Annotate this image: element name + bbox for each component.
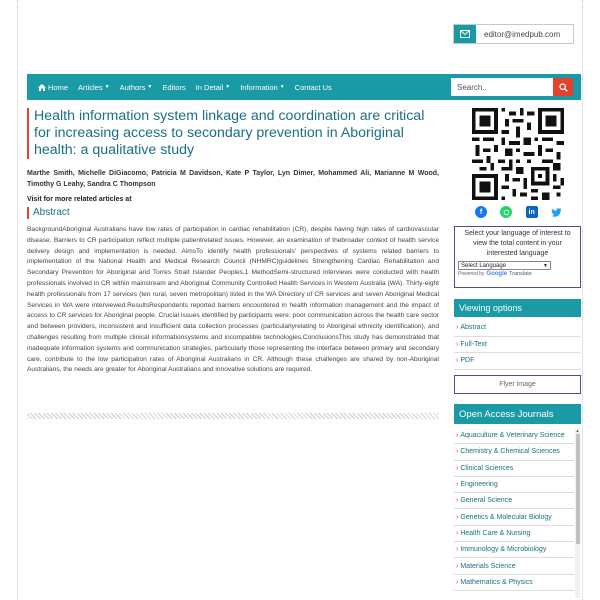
viewing-options-heading: Viewing options [454,299,581,317]
nav-authors[interactable] [115,83,158,92]
twitter-icon[interactable] [551,206,563,218]
home-icon [38,84,46,91]
language-selector-box [454,226,581,288]
journal-label: Aquaculture & Veterinary Science [460,432,565,440]
email-address[interactable]: editor@imedpub.com [484,29,561,39]
journal-item[interactable] [454,444,574,460]
page-frame-right [582,0,600,600]
nav-articles-label: Articles [78,82,103,92]
journals-scrollbar[interactable] [575,428,580,598]
linkedin-icon[interactable]: in [526,206,538,218]
journal-label: Clinical Sciences [460,464,514,472]
flyer-alt-text: Flyer image [499,381,536,388]
chevron-right-icon: › [456,529,459,537]
journal-label: Engineering [460,481,498,489]
journal-item[interactable] [454,558,574,574]
powered-by-label: Powered by [458,271,485,277]
chevron-right-icon: › [456,448,459,456]
journal-label: Genetics & Molecular Biology [460,513,552,521]
scrollbar-thumb[interactable] [576,434,580,544]
journal-item[interactable] [454,461,574,477]
nav-contact-us-label: Contact Us [294,82,332,92]
viewing-option-label: PDF [460,357,475,365]
main-navbar [27,74,581,100]
nav-home-label: Home [48,82,69,92]
abstract-heading: Abstract [27,207,70,219]
chevron-right-icon: › [456,513,459,521]
search-bar [451,78,573,96]
nav-home[interactable] [27,83,73,92]
envelope-icon [454,25,476,43]
page-frame-left [0,0,18,600]
journal-label: Materials Science [460,562,516,570]
viewing-option-label: Full-Text [460,340,487,348]
google-logo: Google [486,271,508,277]
caret-down-icon: ▼ [104,84,110,90]
scroll-up-icon[interactable]: ▲ [575,428,580,433]
caret-down-icon: ▼ [225,84,231,90]
related-articles-link[interactable]: Visit for more related articles at [27,196,132,203]
powered-by-google [458,271,577,277]
chevron-right-icon: › [456,481,459,489]
article-title-block [27,108,439,159]
chevron-right-icon: › [456,546,459,554]
article-authors: Marthe Smith, Michelle DiGiacomo, Patricia M Davidson, Kate P Taylor, Lyn Dimer, Mohammed Ali, Marianne M Wood, Timothy G Leahy, Sandra C Thompson [27,170,439,188]
open-access-journals-heading: Open Access Journals [454,404,581,424]
nav-articles[interactable] [73,83,115,92]
viewing-options-list [454,320,581,370]
journal-label: Health Care & Nursing [460,529,531,537]
nav-editors[interactable] [157,83,190,92]
translate-link[interactable]: Translate [509,271,532,277]
nav-information-label: Information [240,82,278,92]
journal-item[interactable] [454,542,574,558]
chevron-right-icon: › [456,578,459,586]
caret-down-icon: ▼ [279,84,285,90]
journal-label: Mathematics & Physics [460,578,533,586]
nav-in-detail-label: In Detail [195,82,224,92]
viewing-option-label: Abstract [460,324,487,332]
journal-item[interactable] [454,509,574,525]
nav-authors-label: Authors [119,82,146,92]
language-select[interactable] [458,261,551,270]
search-button[interactable] [553,78,573,96]
journal-item[interactable] [454,477,574,493]
search-icon [559,83,568,92]
decorative-divider [27,413,439,419]
language-prompt: Select your language of interest to view the total content in your interested language [464,230,571,257]
facebook-icon[interactable]: f [475,206,487,218]
viewing-option-abstract[interactable] [454,320,581,337]
chevron-right-icon: › [456,357,459,365]
nav-information[interactable] [235,83,289,92]
search-input[interactable] [451,78,553,96]
nav-in-detail[interactable] [191,83,235,92]
journal-label: General Science [460,497,513,505]
journal-item[interactable] [454,526,574,542]
chevron-right-icon: › [456,324,459,332]
email-contact[interactable] [453,24,574,44]
abstract-text: BackgroundAboriginal Australians have low rates of participation in cardiac rehabilitation (CR), despite having high rates of cardiovascular disease. Barriers to CR participation reflect multiple patientrelated issues. However, an examination of thebroader context of health service delivery design and implementation is needed. AimsTo identify health professionals' perspectives of systems related barriers to implementation of the National Health and Medical Research Council (NHMRC)guidelines Strengthening Cardiac Rehabilitation and Secondary Prevention for Aboriginal and Torres Strait Islander Peoples.1 MethodSemi-structured interviews were conducted with health professionals involved in CR within mainstream and Aboriginal Community Controlled Health Services in Western Australia (WA). Thirty-eight health professionals from 17 services (ten rural, seven metropolitan) listed in the WA Directory of CR services and seven Aboriginal Medical Services in WA were interviewed.ResultsRespondents reported barriers encountered in health information management and the impact of access to CR services for Aboriginal people. Crucial issues identified by participants were: poor communication across the health care sector and between providers, inconsistent and insufficient data collection processes (particularlyrelating to Aboriginal ethnicity identification), and challenges resulting from multiple clinical informationsystems and incompatible technologies.ConclusionsThis study has demonstrated that inadequate information systems and communication strategies, particularly those representing the interface between primary and secondary care, contribute to the low participation rates of Aboriginal Australians in CR. Although these challenges are shared by non-Aboriginal Australians, the needs are greater for Aboriginal Australians and innovative solutions are required. [27,226,439,374]
chevron-right-icon: › [456,340,459,348]
journal-label: Chemistry & Chemical Sciences [460,448,560,456]
chevron-right-icon: › [456,562,459,570]
journal-item[interactable] [454,493,574,509]
journal-label: Immunology & Microbiology [460,546,547,554]
viewing-option-full-text[interactable] [454,337,581,354]
chevron-right-icon: › [456,497,459,505]
nav-editors-label: Editors [162,82,186,92]
whatsapp-icon[interactable] [500,206,512,218]
caret-down-icon: ▼ [147,84,153,90]
social-share-bar [475,206,563,218]
journals-list [454,428,581,598]
chevron-right-icon: › [456,432,459,440]
journal-item[interactable] [454,428,574,444]
article-title: Health information system linkage and coordination are critical for increasing access to secondary prevention in Aboriginal health: a qualitative study [34,108,425,158]
language-select-value: Select Language [461,262,507,269]
journal-item[interactable] [454,575,574,591]
flyer-image[interactable] [454,375,581,394]
qr-code [472,108,564,200]
chevron-down-icon: ▼ [543,262,548,269]
nav-contact-us[interactable] [290,83,337,92]
chevron-right-icon: › [456,464,459,472]
viewing-option-pdf[interactable] [454,353,581,370]
